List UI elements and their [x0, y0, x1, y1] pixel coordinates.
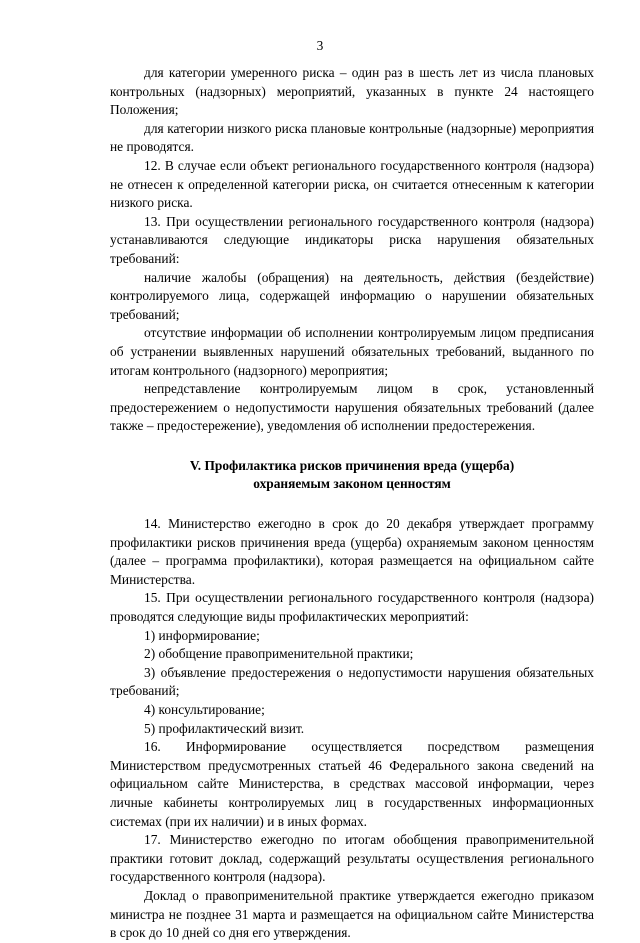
paragraph: 14. Министерство ежегодно в срок до 20 декабря утверждает программу профилактики рисков причинения вреда (ущерба) охраняемым законом ценностям (далее – программа профилактики), которая размещается на официальном сайте Министерства.	[110, 516, 594, 587]
paragraph: 17. Министерство ежегодно по итогам обобщения правоприменительной практики готовит доклад, содержащий результаты осуществления регионального государственного контроля (надзора).	[110, 832, 594, 885]
list-item: 5) профилактический визит.	[144, 720, 305, 736]
list-item: 1) информирование;	[144, 627, 260, 643]
page-content	[110, 64, 594, 943]
list-item: 4) консультирование;	[144, 702, 265, 717]
paragraph: непредставление контролируемым лицом в срок, установленный предостережением о недопустимости нарушения обязательных требований (далее также – предостережение), уведомления об исполнении предостережения.	[110, 381, 594, 434]
section-heading-line-1: V. Профилактика рисков причинения вреда (ущерба)	[189, 457, 515, 473]
paragraph: для категории умеренного риска – один раз в шесть лет из числа плановых контрольных (надзорных) мероприятий, указанных в пункте 24 настоящего Положения;	[110, 65, 594, 118]
paragraph: 12. В случае если объект регионального государственного контроля (надзора) не отнесен к определенной категории риска, он считается отнесенным к категории низкого риска.	[110, 157, 594, 211]
section-heading-line-2: охраняемым законом ценностям	[253, 476, 451, 492]
paragraph: отсутствие информации об исполнении контролируемым лицом предписания об устранении выявленных нарушений обязательных требований, выданного по итогам контрольного (надзорного) мероприятия;	[110, 325, 594, 378]
page-number: 3	[316, 38, 324, 53]
paragraph: 13. При осуществлении регионального государственного контроля (надзора) устанавливаются следующие индикаторы риска нарушения обязательных требований:	[110, 213, 594, 266]
paragraph: наличие жалобы (обращения) на деятельность, действия (бездействие) контролируемого лица, содержащей информацию о нарушении обязательных требований;	[110, 269, 594, 322]
list-item: 3) объявление предостережения о недопустимости нарушения обязательных требований;	[110, 664, 594, 699]
paragraph: 16. Информирование осуществляется посредством размещения Министерством предусмотренных статьей 46 Федерального закона сведений на официальном сайте Министерства, в средствах массовой информации, через личные кабинеты контролируемых лиц в государственных информационных системах (при их наличии) и в иных формах.	[110, 739, 594, 829]
paragraph: 15. При осуществлении регионального государственного контроля (надзора) проводятся следующие виды профилактических мероприятий:	[110, 590, 594, 625]
spacer	[110, 494, 594, 515]
paragraph: для категории низкого риска плановые контрольные (надзорные) мероприятия не проводятся.	[110, 120, 594, 155]
paragraph: Доклад о правоприменительной практике утверждается ежегодно приказом министра не позднее 31 марта и размещается на официальном сайте Министерства в срок до 10 дней со дня его утверждения.	[110, 887, 594, 941]
list-item: 2) обобщение правоприменительной практики;	[144, 646, 414, 662]
spacer	[110, 436, 594, 457]
